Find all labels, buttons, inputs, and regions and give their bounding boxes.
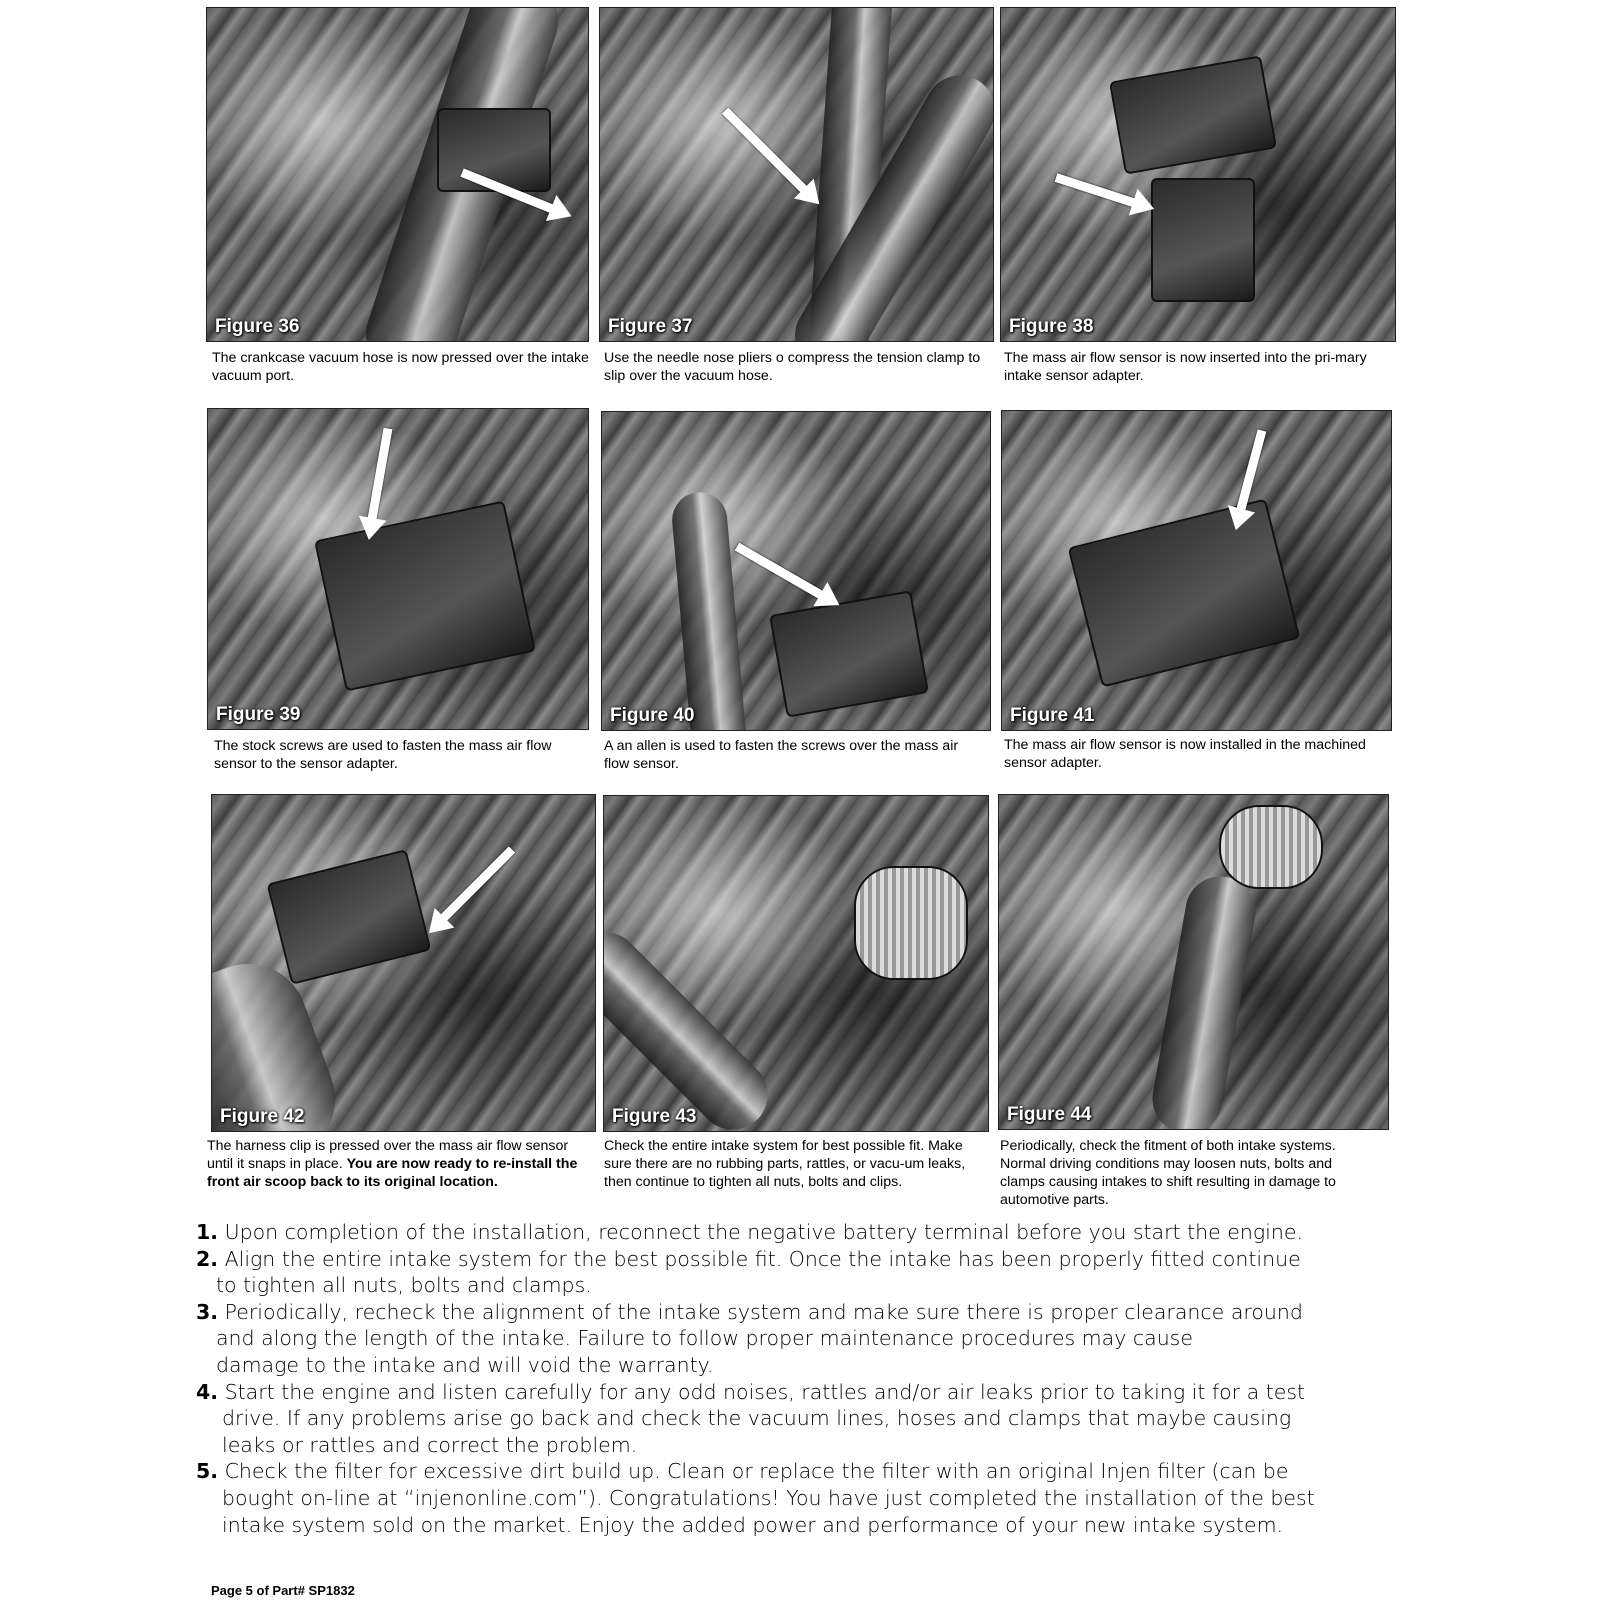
figure-40-photo	[601, 411, 991, 731]
figure-caption: Periodically, check the fitment of both intake systems. Normal driving conditions may loosen nuts, bolts and clamps causing intakes to shift resulting in damage to automotive parts.	[1000, 1138, 1336, 1208]
figure-36-photo	[206, 7, 589, 342]
figure-label: Figure 42	[220, 1106, 305, 1127]
figure-caption: The mass air flow sensor is now installed in the machined sensor adapter.	[1004, 737, 1366, 771]
figure-label: Figure 43	[612, 1106, 697, 1127]
step-line: Periodically, recheck the alignment of the intake system and make sure there is proper clearance around	[224, 1299, 1303, 1324]
figure-39-photo	[207, 408, 589, 730]
figure-38-photo	[1000, 7, 1396, 342]
step-4	[196, 1379, 1416, 1459]
figure-label: Figure 41	[1010, 705, 1095, 726]
step-number: 1.	[196, 1220, 219, 1244]
step-line: intake system sold on the market. Enjoy the added power and performance of your new intake system.	[222, 1512, 1284, 1537]
installation-steps	[196, 1219, 1416, 1538]
step-number: 4.	[196, 1379, 219, 1404]
figure-caption: Use the needle nose pliers o compress the tension clamp to slip over the vacuum hose.	[604, 350, 981, 384]
step-line: Check the filter for excessive dirt build up. Clean or replace the filter with an original Injen filter (can be	[224, 1459, 1289, 1484]
figure-caption: A an allen is used to fasten the screws over the mass air flow sensor.	[604, 738, 959, 772]
figure-caption: The mass air flow sensor is now inserted into the pri-mary intake sensor adapter.	[1004, 350, 1367, 384]
page-footer: Page 5 of Part# SP1832	[211, 1583, 355, 1598]
step-number: 3.	[196, 1299, 219, 1324]
step-line: leaks or rattles and correct the problem.	[222, 1432, 638, 1457]
step-2	[196, 1246, 1416, 1299]
figure-label: Figure 38	[1009, 316, 1094, 337]
step-line: to tighten all nuts, bolts and clamps.	[216, 1273, 592, 1298]
figure-44-photo	[998, 794, 1389, 1130]
step-line: drive. If any problems arise go back and check the vacuum lines, hoses and clamps that maybe causing	[222, 1406, 1292, 1431]
step-line: Start the engine and listen carefully for any odd noises, rattles and/or air leaks prior to taking it for a test	[224, 1379, 1306, 1404]
step-line: bought on-line at “injenonline.com”). Congratulations! You have just completed the installation of the best	[222, 1485, 1315, 1510]
step-line: and along the length of the intake. Failure to follow proper maintenance procedures may cause	[216, 1326, 1193, 1351]
figure-caption	[207, 1137, 597, 1191]
step-line: Align the entire intake system for the best possible fit. Once the intake has been properly fitted continue	[224, 1246, 1301, 1271]
step-number: 2.	[196, 1246, 219, 1271]
figure-caption: The crankcase vacuum hose is now pressed over the intake vacuum port.	[212, 350, 589, 384]
step-3	[196, 1299, 1416, 1379]
figure-label: Figure 36	[215, 316, 300, 337]
figure-caption: Check the entire intake system for best possible fit. Make sure there are no rubbing parts, rattles, or vacu-um leaks, then continue to tighten all nuts, bolts and clips.	[604, 1138, 966, 1190]
caption-bold-text: You are now ready to re-install the front air scoop back to its original location.	[207, 1156, 578, 1190]
figure-42-photo	[211, 794, 596, 1132]
figure-label: Figure 37	[608, 316, 693, 337]
step-number: 5.	[196, 1459, 219, 1484]
figure-label: Figure 44	[1007, 1104, 1092, 1125]
figure-41-photo	[1001, 410, 1392, 731]
step-1	[196, 1219, 1416, 1246]
figure-43-photo	[603, 795, 989, 1132]
figure-37-photo	[599, 7, 994, 342]
figure-caption: The stock screws are used to fasten the mass air flow sensor to the sensor adapter.	[214, 738, 552, 772]
step-line: damage to the intake and will void the warranty.	[216, 1352, 714, 1377]
figure-label: Figure 40	[610, 705, 695, 726]
step-5	[196, 1458, 1416, 1538]
step-line: Upon completion of the installation, reconnect the negative battery terminal before you start the engine.	[224, 1220, 1303, 1244]
caption-text: The harness clip is pressed over the mass air flow sensor until it snaps in place.	[207, 1138, 569, 1172]
figure-label: Figure 39	[216, 704, 301, 725]
